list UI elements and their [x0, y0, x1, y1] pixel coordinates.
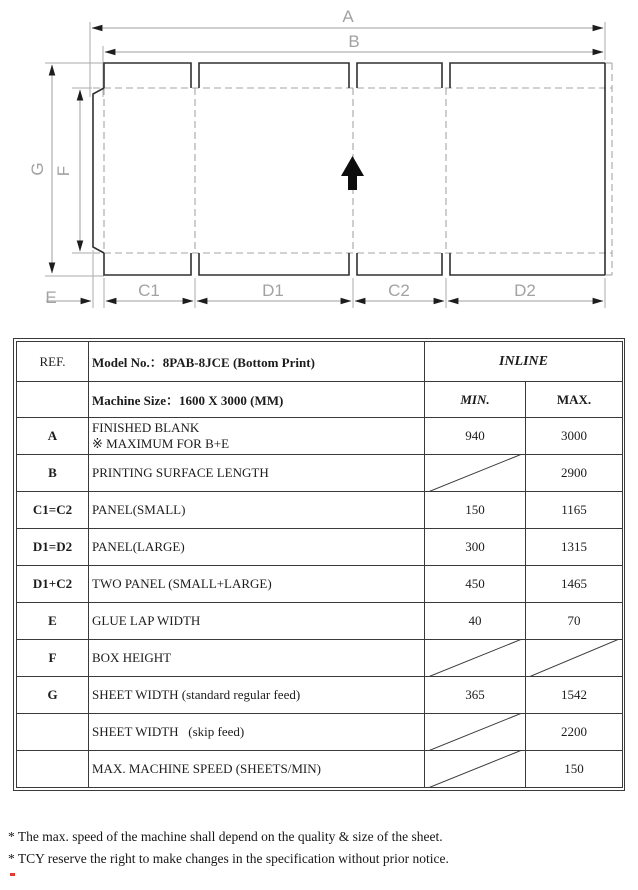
- label-d2: D2: [514, 281, 536, 300]
- table-row-c1c2: [17, 492, 623, 529]
- max-cell: 2200: [526, 714, 623, 751]
- footnotes: [8, 826, 449, 870]
- label-a: A: [342, 7, 354, 26]
- min-cell: 940: [425, 418, 526, 455]
- extension-lines: [45, 22, 605, 308]
- ref-cell: E: [17, 603, 89, 640]
- ref-cell: D1+C2: [17, 566, 89, 603]
- table-row-f: [17, 640, 623, 677]
- table-row-skip-feed: [17, 714, 623, 751]
- min-cell-na: [425, 640, 526, 677]
- label-c2: C2: [388, 281, 410, 300]
- table-row-a: [17, 418, 623, 455]
- min-cell-na: [425, 751, 526, 788]
- label-e: E: [45, 288, 57, 307]
- desc-cell: GLUE LAP WIDTH: [89, 603, 425, 640]
- desc-cell: SHEET WIDTH (standard regular feed): [89, 677, 425, 714]
- max-cell: 70: [526, 603, 623, 640]
- table-row-e: [17, 603, 623, 640]
- min-cell-na: [425, 455, 526, 492]
- label-f: F: [54, 165, 73, 177]
- label-d1: D1: [262, 281, 284, 300]
- table-row-g: [17, 677, 623, 714]
- ref-cell: A: [17, 418, 89, 455]
- ref-cell: [17, 751, 89, 788]
- min-cell: 450: [425, 566, 526, 603]
- desc-cell: PRINTING SURFACE LENGTH: [89, 455, 425, 492]
- min-cell: 150: [425, 492, 526, 529]
- table-row-d1c2: [17, 566, 623, 603]
- feed-direction-arrow-icon: [341, 156, 364, 190]
- max-cell: 1315: [526, 529, 623, 566]
- label-b: B: [348, 32, 360, 51]
- table-row-machine-speed: [17, 751, 623, 788]
- min-cell-na: [425, 714, 526, 751]
- table-header-row-1: [17, 342, 623, 382]
- max-cell: 1542: [526, 677, 623, 714]
- ref-cell: B: [17, 455, 89, 492]
- ref-cell: C1=C2: [17, 492, 89, 529]
- max-cell-na: [526, 640, 623, 677]
- spec-table: [16, 341, 623, 788]
- label-g: G: [28, 162, 47, 176]
- footnote-max-speed: * The max. speed of the machine shall depend on the quality & size of the sheet.: [8, 829, 443, 844]
- red-mark: [10, 873, 15, 876]
- table-row-b: [17, 455, 623, 492]
- max-cell: 2900: [526, 455, 623, 492]
- desc-cell: PANEL(SMALL): [89, 492, 425, 529]
- box-blank-diagram: [0, 0, 638, 332]
- inline-header-cell: INLINE: [425, 342, 623, 382]
- max-cell: 3000: [526, 418, 623, 455]
- desc-cell: [89, 418, 425, 455]
- spec-table-frame: [13, 338, 625, 791]
- desc-cell: SHEET WIDTH (skip feed): [89, 714, 425, 751]
- table-row-d1d2: [17, 529, 623, 566]
- label-c1: C1: [138, 281, 160, 300]
- max-cell: 1465: [526, 566, 623, 603]
- min-cell: 300: [425, 529, 526, 566]
- desc-cell: TWO PANEL (SMALL+LARGE): [89, 566, 425, 603]
- ref-cell: G: [17, 677, 89, 714]
- max-cell: 150: [526, 751, 623, 788]
- desc-cell: BOX HEIGHT: [89, 640, 425, 677]
- ref-header-cell: REF.: [17, 342, 89, 382]
- min-cell: 365: [425, 677, 526, 714]
- ref-cell: [17, 714, 89, 751]
- model-no-cell: Model No.：8PAB-8JCE (Bottom Print): [89, 342, 425, 382]
- machine-size-cell: Machine Size：1600 X 3000 (MM): [89, 382, 425, 418]
- min-header-cell: MIN.: [425, 382, 526, 418]
- min-cell: 40: [425, 603, 526, 640]
- ref-cell: F: [17, 640, 89, 677]
- desc-cell: MAX. MACHINE SPEED (SHEETS/MIN): [89, 751, 425, 788]
- footnote-tcy-rights: * TCY reserve the right to make changes in the specification without prior notice.: [8, 851, 449, 866]
- empty-ref-cell: [17, 382, 89, 418]
- table-header-row-2: [17, 382, 623, 418]
- desc-line-1: FINISHED BLANK: [92, 420, 200, 435]
- desc-cell: PANEL(LARGE): [89, 529, 425, 566]
- desc-line-2: ※ MAXIMUM FOR B+E: [92, 436, 230, 451]
- max-cell: 1165: [526, 492, 623, 529]
- max-header-cell: MAX.: [526, 382, 623, 418]
- ref-cell: D1=D2: [17, 529, 89, 566]
- dimension-lines: [46, 28, 603, 301]
